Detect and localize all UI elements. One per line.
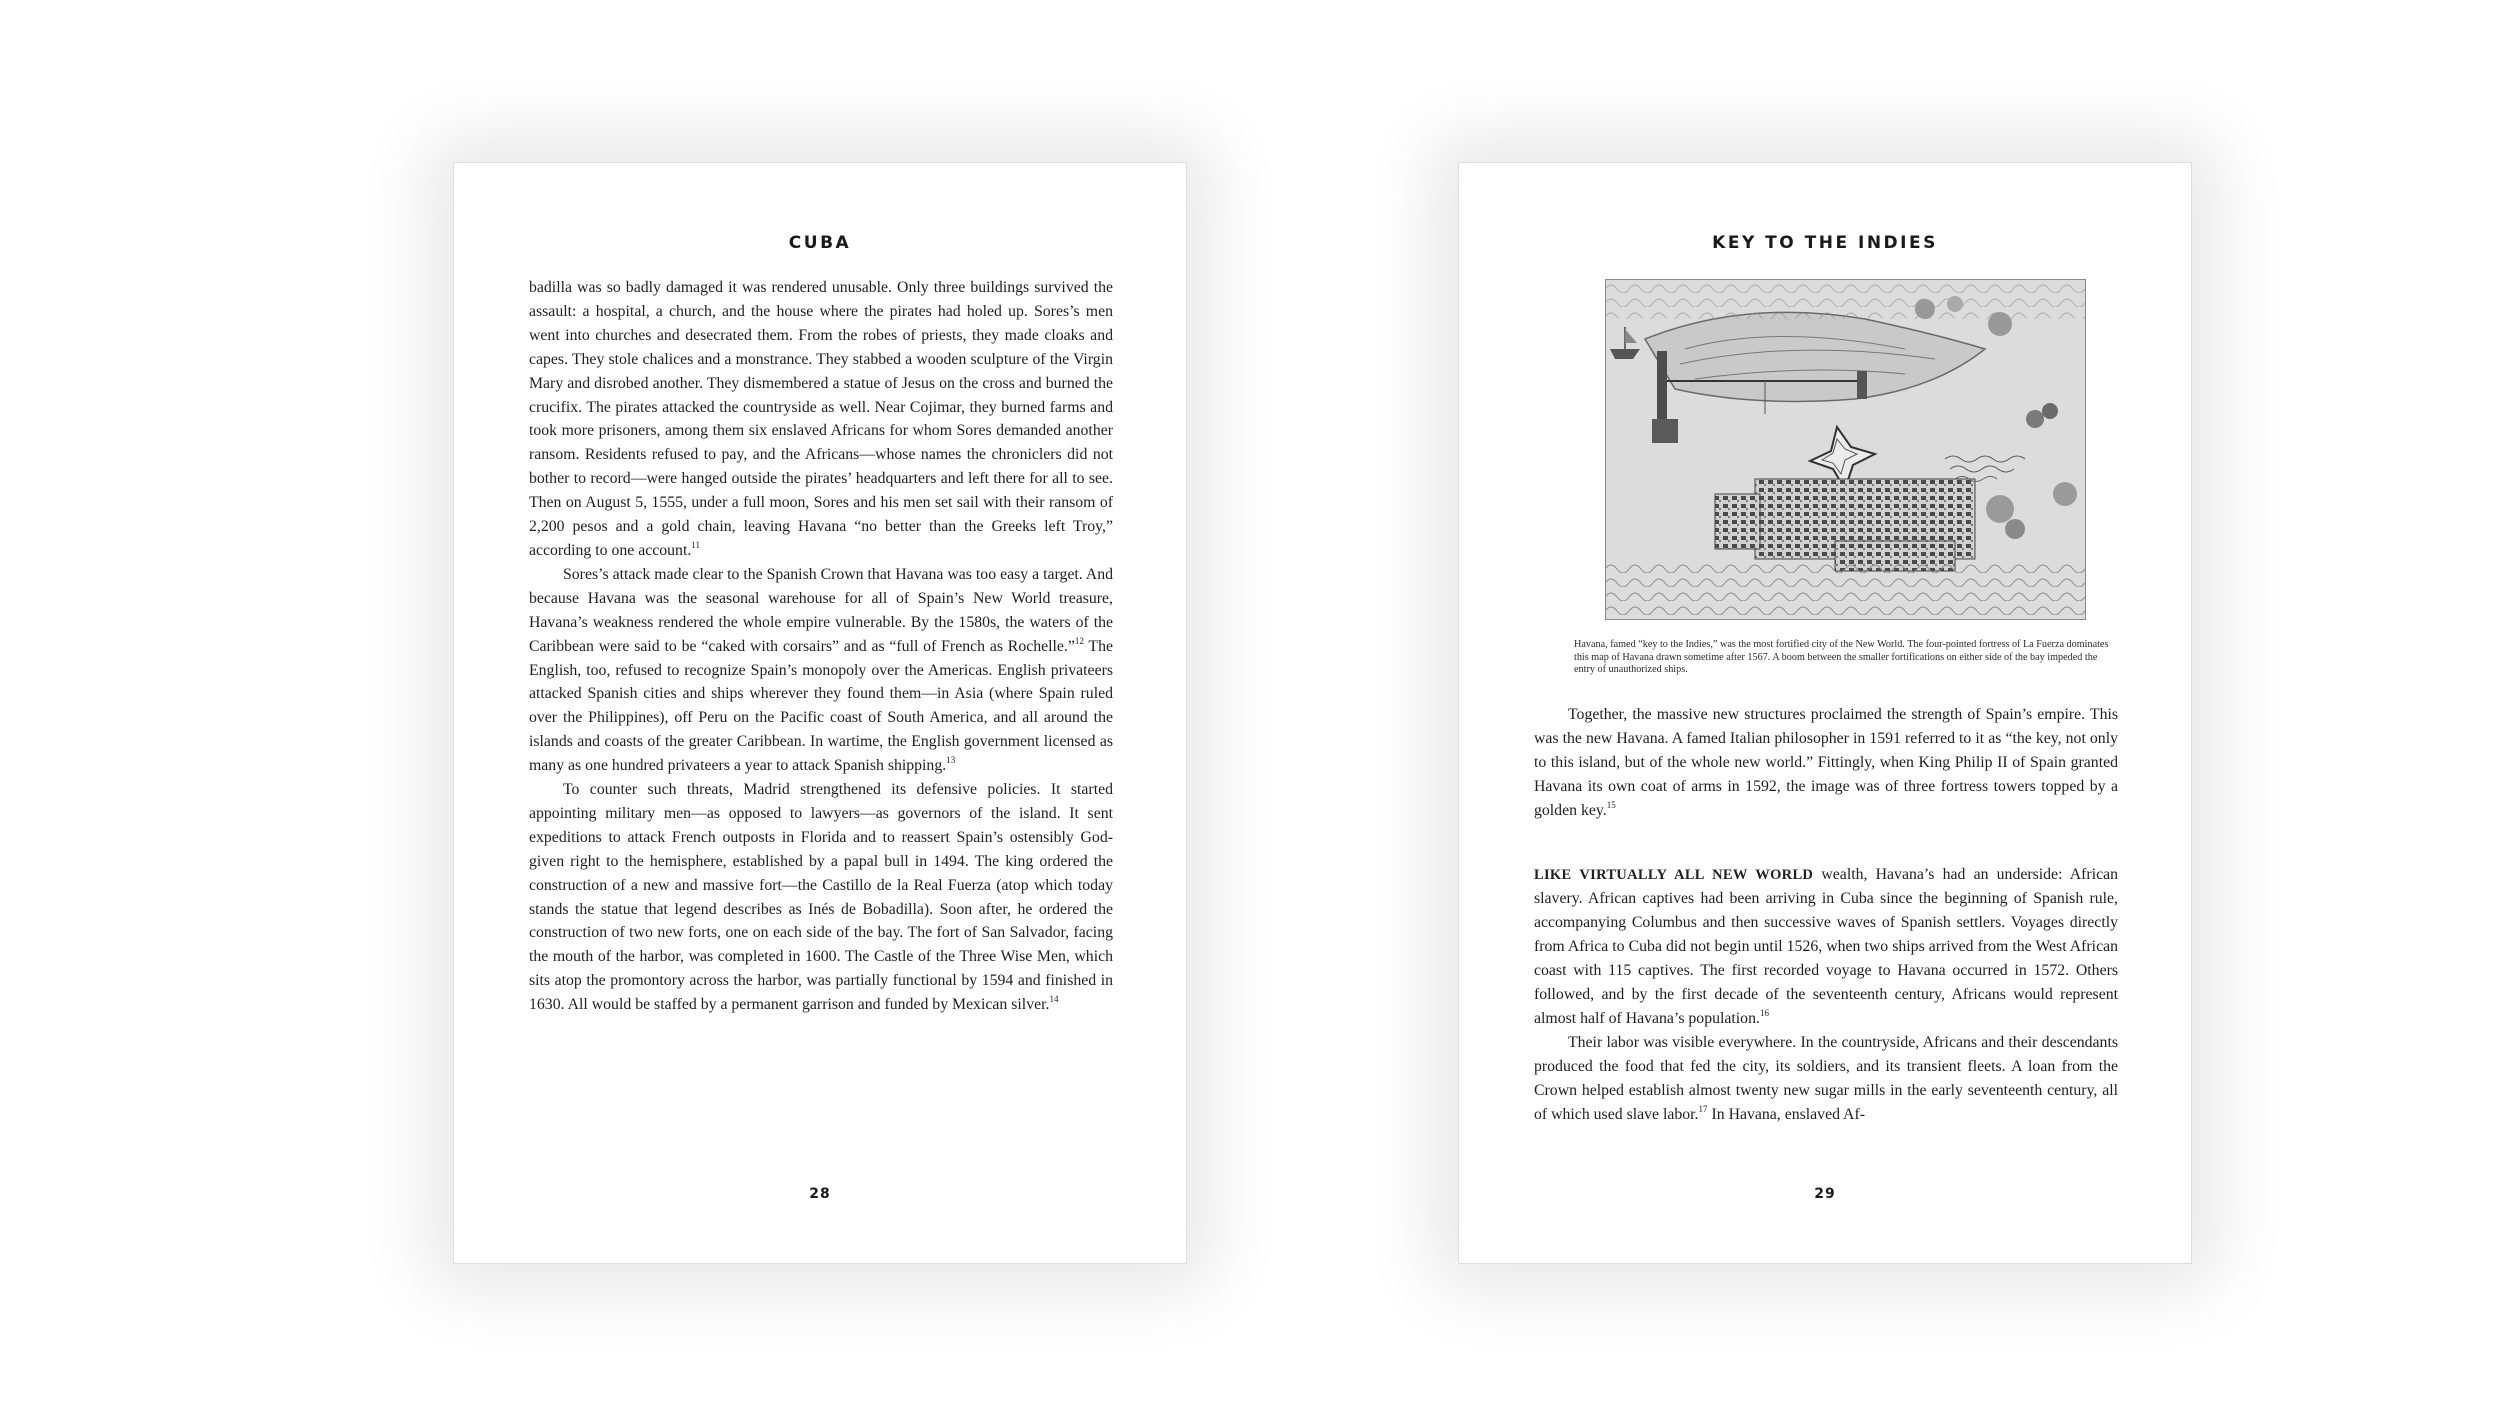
- endnote-marker: 15: [1606, 799, 1616, 810]
- endnote-marker: 14: [1049, 994, 1059, 1005]
- paragraph-text: badilla was so badly damaged it was rendered unusable. Only three buildings survived the assault: a hospital, a church, and the house where the pirates had holed up. Sores’s men went into churches and desecrated them. From the robes of priests, they made cloaks and capes. They stole chalices and a monstrance. They stabbed a wooden sculpture of the Virgin Mary and disrobed another. They dismembered a statue of Jesus on the cross and burned the crucifix. The pirates attacked the countryside as well. Near Cojimar, they burned farms and took more prisoners, among them six enslaved Africans for whom Sores demanded another ransom. Residents refused to pay, and the Africans—whose names the chroniclers did not bother to record—were hanged outside the pirates’ headquarters and left there for all to see. Then on August 5, 1555, under a full moon, Sores and his men set sail with their ransom of 2,200 pesos and a gold chain, leaving Havana “no better than the Greeks left Troy,” according to one account.: [529, 279, 1113, 559]
- paragraph: [529, 276, 1113, 563]
- paragraph: [1534, 1031, 2118, 1127]
- endnote-marker: 13: [946, 755, 956, 766]
- map-illustration: [1605, 279, 2086, 620]
- left-page: [453, 162, 1187, 1264]
- paragraph-text: wealth, Havana’s had an underside: African slavery. African captives had been arriving in Cuba since the beginning of Spanish rule, accompanying Columbus and then successive waves of Spanish settlers. Voyages directly from Africa to Cuba did not begin until 1526, when two ships arrived from the West African coast with 115 captives. The first recorded voyage to Havana occurred in 1572. Others followed, and by the first decade of the seventeenth century, Africans would represent almost half of Havana’s population.: [1534, 865, 2119, 1027]
- paragraph: [529, 563, 1113, 778]
- body-text: [529, 276, 1113, 1017]
- havana-map-figure: [1605, 279, 2086, 620]
- section-lead-in: LIKE VIRTUALLY ALL NEW WORLD: [1534, 866, 1814, 883]
- paragraph-text: Sores’s attack made clear to the Spanish Crown that Havana was too easy a target. And because Havana was the seasonal warehouse for all of Spain’s New World treasure, Havana’s weakness rendered the whole empire vulnerable. By the 1580s, the waters of the Caribbean were said to be “caked with corsairs” and as “full of French as Rochelle.”: [529, 565, 1113, 655]
- paragraph-text: Their labor was visible everywhere. In the countryside, Africans and their descendants produced the food that fed the city, its soldiers, and its transient fleets. A loan from the Crown helped establish almost twenty new sugar mills in the early seventeenth century, all of which used slave labor.: [1534, 1033, 2118, 1123]
- paragraph: [1534, 863, 2118, 1031]
- paragraph: [1534, 703, 2118, 823]
- paragraph: [529, 778, 1113, 1017]
- figure-caption: Havana, famed “key to the Indies,” was the most fortified city of the New World. The four-pointed fortress of La Fuerza dominates this map of Havana drawn sometime after 1567. A boom between the smaller fortifications on either side of the bay impeded the entry of unauthorized ships.: [1574, 639, 2109, 676]
- paragraph-text: The English, too, refused to recognize Spain’s monopoly over the Americas. English privateers attacked Spanish cities and ships wherever they found them—in Asia (where Spain ruled over the Philippines), off Peru on the Pacific coast of South America, and all around the islands and coasts of the greater Caribbean. In wartime, the English government licensed as many as one hundred privateers a year to attack Spanish shipping.: [529, 637, 1113, 775]
- running-head: CUBA: [788, 233, 852, 253]
- page-number: 28: [809, 1186, 831, 1202]
- paragraph-text: In Havana, enslaved Af-: [1707, 1105, 1865, 1123]
- endnote-marker: 12: [1074, 635, 1084, 646]
- paragraph-text: Together, the massive new structures proclaimed the strength of Spain’s empire. This was the new Havana. A famed Italian philosopher in 1591 referred to it as “the key, not only to this island, but of the whole new world.” Fittingly, when King Philip II of Spain granted Havana its own coat of arms in 1592, the image was of three fortress towers topped by a golden key.: [1534, 706, 2118, 819]
- endnote-marker: 17: [1698, 1103, 1708, 1114]
- endnote-marker: 16: [1759, 1007, 1769, 1018]
- page-number: 29: [1814, 1186, 1836, 1202]
- paragraph-text: To counter such threats, Madrid strengthened its defensive policies. It started appointing military men—as opposed to lawyers—as governors of the island. It sent expeditions to attack French outposts in Florida and to reassert Spain’s ostensibly God-given right to the hemisphere, established by a papal bull in 1494. The king ordered the construction of a new and massive fort—the Castillo de la Real Fuerza (atop which today stands the statue that legend describes as Inés de Bobadilla). Soon after, he ordered the construction of two new forts, one on each side of the bay. The fort of San Salvador, facing the mouth of the harbor, was completed in 1600. The Castle of the Three Wise Men, which sits atop the promontory across the harbor, was partially functional by 1594 and finished in 1630. All would be staffed by a permanent garrison and funded by Mexican silver.: [529, 781, 1113, 1014]
- running-head: KEY TO THE INDIES: [1712, 233, 1938, 253]
- endnote-marker: 11: [691, 539, 700, 550]
- body-text: [1534, 703, 2118, 1127]
- right-page: [1458, 162, 2192, 1264]
